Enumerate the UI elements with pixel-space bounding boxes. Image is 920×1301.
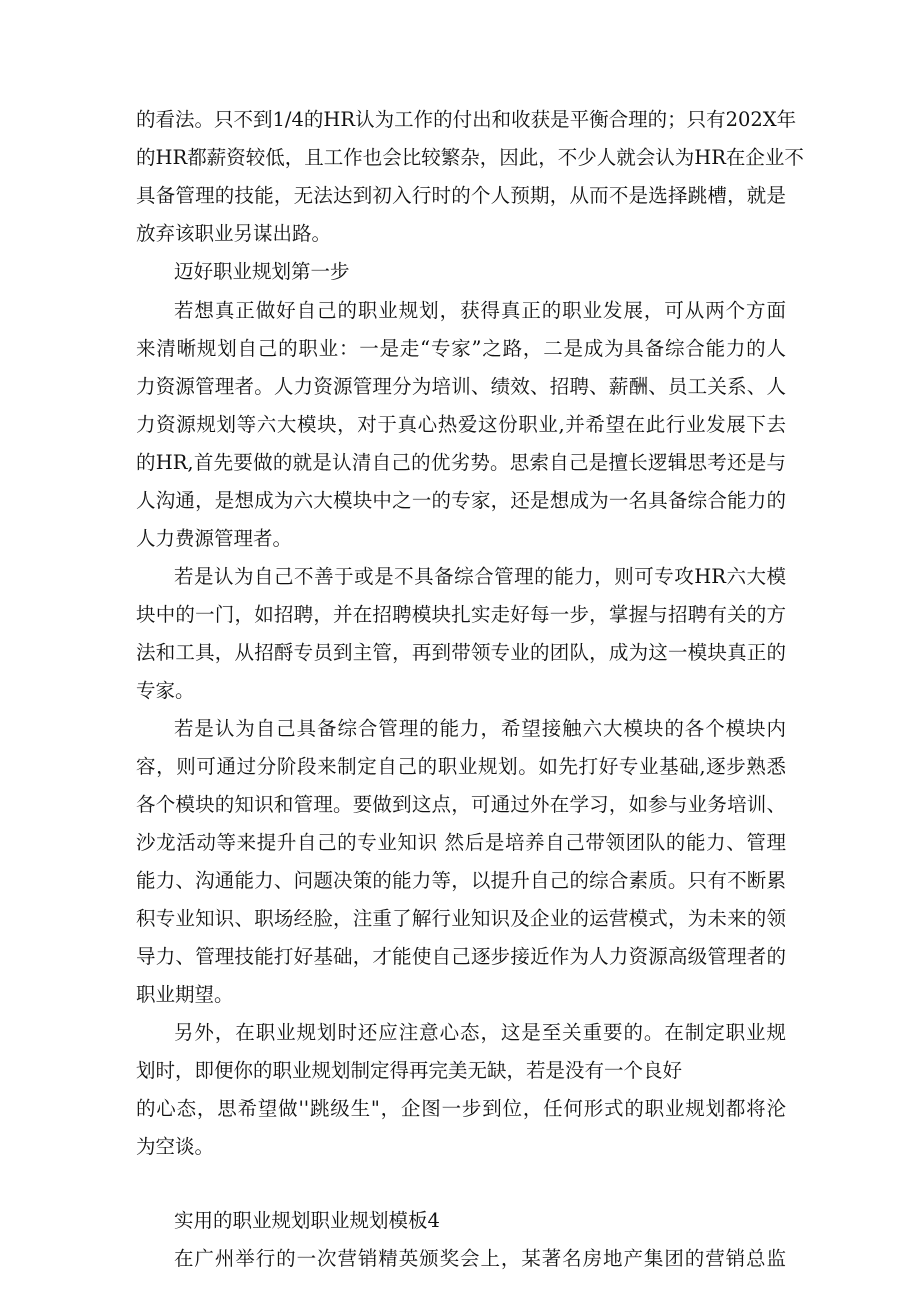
text-line: 积专业知识、职场经脸，注重了解行业知识及企业的运营模式，为未来的领 — [136, 907, 786, 930]
text-line: 专家。 — [136, 679, 195, 702]
text-line: 划时，即便你的职业规划制定得再完美无缺，若是没有一个良好 — [136, 1059, 683, 1082]
text-line: 来清晰规划自己的职业：一是走“专家”之路，二是成为具备综合能力的人 — [136, 337, 786, 360]
text-line: 沙龙活动等来提升自己的专业知识 然后是培养自己带领团队的能力、管理 — [136, 831, 786, 854]
text-line: 的看法。只不到1/4的HR认为工作的付出和收获是平衡合理的；只有202X年 — [136, 108, 797, 131]
text-line: 各个模块的知识和管理。要做到这点，可通过外在学习，如参与业务培训、 — [136, 793, 786, 816]
text-line: 若想真正做好自己的职业规划，获得真正的职业发展，可从两个方面 — [174, 299, 786, 322]
text-line: 放弃该职业另谋出路。 — [136, 222, 332, 245]
text-line: 人沟通，是想成为六大模块中之一的专家，还是想成为一名具备综合能力的 — [136, 489, 786, 512]
text-line: 力资源管理者。人力资源管理分为培训、绩效、招聘、薪酬、员工关系、人 — [136, 375, 786, 398]
section-heading: 实用的职业规划职业规划模板4 — [174, 1209, 440, 1232]
text-line: 在广州举行的一次营销精英颁奖会上，某著名房地产集团的营销总监 — [174, 1247, 786, 1270]
section-heading: 迈好职业规划第一步 — [174, 260, 350, 283]
text-line: 导力、管理技能打好基础，才能使自己逐步接近作为人力资源高级管理者的 — [136, 945, 786, 968]
text-line: 若是认为自己不善于或是不具备综合管理的能力，则可专攻HR六大模 — [174, 565, 786, 588]
text-line: 若是认为自己具备综合管理的能力，希望接触六大模块的各个模块内 — [174, 717, 786, 740]
text-line: 的心态，思希望做''跳级生"，企图一步到位，任何形式的职业规划都将沦 — [136, 1097, 786, 1120]
text-line: 职业期望。 — [136, 983, 234, 1006]
text-line: 能力、沟通能力、问题决策的能力等，以提升自己的综合素质。只有不断累 — [136, 869, 786, 892]
text-line: 人力费源管理者。 — [136, 527, 293, 550]
text-line: 法和工具，从招酹专员到主管，再到带领专业的团队，成为这一模块真正的 — [136, 641, 786, 664]
text-line: 为空谈。 — [136, 1135, 215, 1158]
text-line: 具备管理的技能，无法达到初入行时的个人预期，从而不是选择跳槽，就是 — [136, 184, 786, 207]
text-line: 的HR,首先要做的就是认清自己的优劣势。思索自己是擅长逻辑思考还是与 — [136, 451, 786, 474]
text-line: 块中的一门，如招聘，并在招聘模块扎实走好每一步，掌握与招聘有关的方 — [136, 603, 786, 626]
text-line: 力资源规划等六大模块，对于真心热爱这份职业,并希望在此行业发展下去 — [136, 413, 786, 436]
text-line: 另外，在职业规划时还应注意心态，这是至关重要的。在制定职业规 — [174, 1021, 786, 1044]
text-line: 容，则可通过分阶段来制定自己的职业规划。如先打好专业基础,逐步熟悉 — [136, 755, 786, 778]
text-line: 的HR都薪资较低，且工作也会比较繁杂，因此，不少人就会认为HR在企业不 — [136, 146, 804, 169]
